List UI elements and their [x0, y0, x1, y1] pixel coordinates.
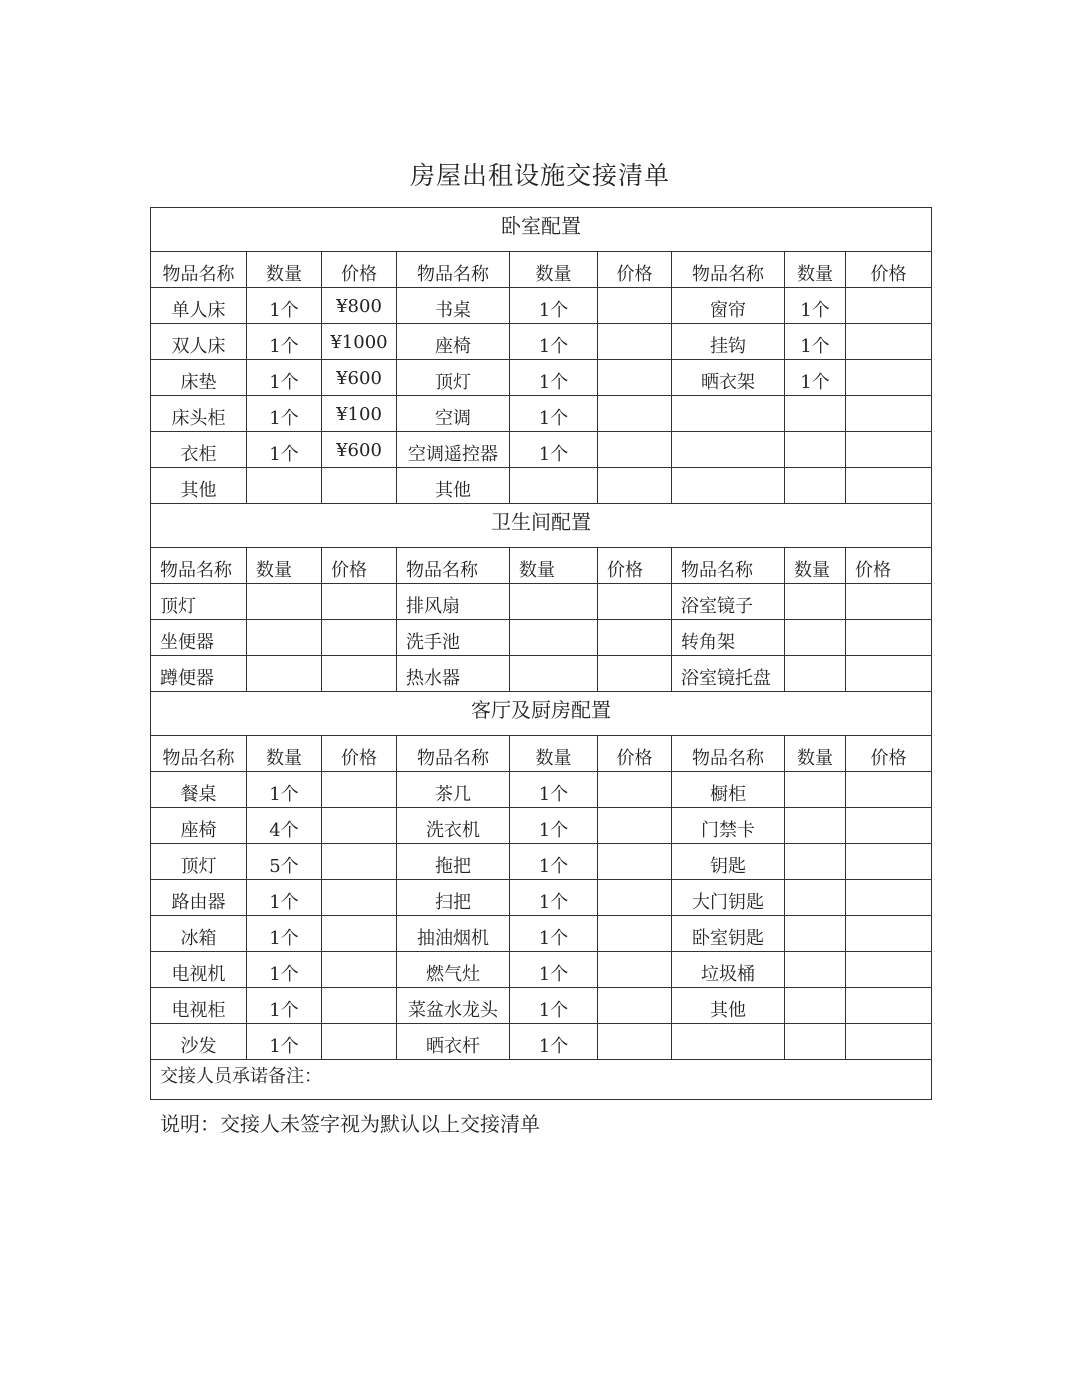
table-row — [151, 360, 932, 396]
table-cell — [846, 288, 932, 324]
table-cell — [598, 620, 672, 656]
table-cell — [598, 324, 672, 360]
table-cell: 1个 — [247, 988, 322, 1024]
column-header: 价格 — [846, 736, 932, 772]
table-cell — [846, 880, 932, 916]
table-cell: 衣柜 — [151, 432, 247, 468]
table-cell: 窗帘 — [672, 288, 785, 324]
table-cell: 1个 — [510, 360, 598, 396]
table-cell: 门禁卡 — [672, 808, 785, 844]
column-header: 价格 — [322, 736, 397, 772]
table-cell: ¥800 — [322, 288, 397, 324]
table-cell — [247, 468, 322, 504]
table-cell: 1个 — [247, 288, 322, 324]
table-cell — [846, 620, 932, 656]
table-cell — [598, 584, 672, 620]
column-header: 价格 — [322, 252, 397, 288]
table-cell: 洗衣机 — [397, 808, 510, 844]
table-cell: 1个 — [510, 396, 598, 432]
bedroom-header-row — [151, 252, 932, 288]
table-cell: 1个 — [510, 808, 598, 844]
table-cell: 1个 — [247, 432, 322, 468]
table-cell — [846, 584, 932, 620]
table-cell: 电视柜 — [151, 988, 247, 1024]
table-cell — [322, 808, 397, 844]
table-cell: 顶灯 — [397, 360, 510, 396]
table-row — [151, 916, 932, 952]
table-cell: ¥600 — [322, 360, 397, 396]
table-row — [151, 772, 932, 808]
table-cell: 路由器 — [151, 880, 247, 916]
column-header: 物品名称 — [397, 252, 510, 288]
table-cell — [785, 432, 846, 468]
table-cell — [322, 1024, 397, 1060]
column-header: 数量 — [247, 736, 322, 772]
table-cell: 空调 — [397, 396, 510, 432]
table-cell — [322, 880, 397, 916]
table-cell: 晒衣杆 — [397, 1024, 510, 1060]
table-cell: 蹲便器 — [151, 656, 247, 692]
table-cell — [598, 772, 672, 808]
column-header: 物品名称 — [672, 548, 785, 584]
table-row — [151, 988, 932, 1024]
column-header: 物品名称 — [151, 548, 247, 584]
column-header: 数量 — [510, 252, 598, 288]
table-cell — [846, 844, 932, 880]
table-row — [151, 468, 932, 504]
table-cell: 沙发 — [151, 1024, 247, 1060]
table-cell — [322, 916, 397, 952]
column-header: 物品名称 — [151, 252, 247, 288]
table-cell — [785, 468, 846, 504]
table-row — [151, 844, 932, 880]
table-cell — [598, 952, 672, 988]
table-cell: 1个 — [247, 916, 322, 952]
column-header: 物品名称 — [672, 252, 785, 288]
table-cell: 空调遥控器 — [397, 432, 510, 468]
table-cell: 顶灯 — [151, 584, 247, 620]
table-cell — [322, 468, 397, 504]
table-cell — [672, 432, 785, 468]
table-row — [151, 324, 932, 360]
table-cell: 其他 — [672, 988, 785, 1024]
table-cell: 大门钥匙 — [672, 880, 785, 916]
table-cell: 座椅 — [151, 808, 247, 844]
table-cell: 燃气灶 — [397, 952, 510, 988]
table-cell — [846, 808, 932, 844]
table-cell: 其他 — [151, 468, 247, 504]
table-cell: 洗手池 — [397, 620, 510, 656]
table-cell: 1个 — [247, 952, 322, 988]
table-cell — [322, 988, 397, 1024]
table-cell: 垃圾桶 — [672, 952, 785, 988]
table-cell: ¥1000 — [322, 324, 397, 360]
table-cell — [785, 988, 846, 1024]
table-cell — [322, 772, 397, 808]
table-cell: 餐桌 — [151, 772, 247, 808]
table-row — [151, 584, 932, 620]
table-cell: 床头柜 — [151, 396, 247, 432]
column-header: 价格 — [598, 736, 672, 772]
column-header: 物品名称 — [151, 736, 247, 772]
table-cell — [598, 432, 672, 468]
column-header: 物品名称 — [397, 548, 510, 584]
table-cell: 1个 — [510, 772, 598, 808]
table-cell — [672, 396, 785, 432]
table-cell — [598, 468, 672, 504]
table-cell: 1个 — [247, 360, 322, 396]
table-cell — [785, 916, 846, 952]
table-cell: 1个 — [785, 324, 846, 360]
table-cell — [598, 360, 672, 396]
table-row — [151, 1024, 932, 1060]
column-header: 物品名称 — [672, 736, 785, 772]
table-cell: 1个 — [510, 916, 598, 952]
table-cell — [846, 988, 932, 1024]
table-cell — [247, 620, 322, 656]
column-header: 数量 — [785, 548, 846, 584]
table-cell: 1个 — [510, 988, 598, 1024]
table-cell: 书桌 — [397, 288, 510, 324]
table-cell — [785, 952, 846, 988]
table-cell — [785, 584, 846, 620]
column-header: 价格 — [322, 548, 397, 584]
table-row — [151, 952, 932, 988]
column-header: 数量 — [785, 252, 846, 288]
living-section-heading: 客厅及厨房配置 — [151, 692, 932, 736]
table-cell — [785, 880, 846, 916]
column-header: 数量 — [510, 548, 598, 584]
handover-table — [150, 207, 932, 1100]
table-cell — [785, 808, 846, 844]
table-cell — [846, 432, 932, 468]
table-row — [151, 432, 932, 468]
table-cell: ¥600 — [322, 432, 397, 468]
column-header: 价格 — [846, 548, 932, 584]
column-header: 数量 — [510, 736, 598, 772]
table-cell: 1个 — [510, 324, 598, 360]
table-cell: 浴室镜托盘 — [672, 656, 785, 692]
table-cell — [598, 396, 672, 432]
table-row — [151, 880, 932, 916]
table-cell: 1个 — [510, 844, 598, 880]
column-header: 物品名称 — [397, 736, 510, 772]
table-cell — [846, 952, 932, 988]
table-cell: 橱柜 — [672, 772, 785, 808]
column-header: 价格 — [598, 252, 672, 288]
column-header: 价格 — [598, 548, 672, 584]
table-cell — [785, 844, 846, 880]
table-cell — [322, 656, 397, 692]
table-cell: 1个 — [247, 772, 322, 808]
table-cell — [322, 844, 397, 880]
table-cell — [598, 988, 672, 1024]
table-row — [151, 656, 932, 692]
table-cell: 茶几 — [397, 772, 510, 808]
table-cell — [247, 584, 322, 620]
table-cell: 拖把 — [397, 844, 510, 880]
table-cell: 1个 — [510, 880, 598, 916]
table-row — [151, 808, 932, 844]
remarks-row: 交接人员承诺备注： — [151, 1060, 932, 1100]
table-cell: 挂钩 — [672, 324, 785, 360]
table-cell — [322, 584, 397, 620]
table-row — [151, 396, 932, 432]
document-title: 房屋出租设施交接清单 — [409, 161, 670, 190]
table-cell: 其他 — [397, 468, 510, 504]
table-cell — [598, 1024, 672, 1060]
table-cell: 坐便器 — [151, 620, 247, 656]
table-cell — [598, 288, 672, 324]
table-cell — [846, 324, 932, 360]
table-cell — [510, 468, 598, 504]
table-cell — [247, 656, 322, 692]
table-cell: 单人床 — [151, 288, 247, 324]
table-cell — [598, 656, 672, 692]
table-cell: 排风扇 — [397, 584, 510, 620]
column-header: 价格 — [846, 252, 932, 288]
table-cell: 1个 — [510, 432, 598, 468]
table-cell — [846, 656, 932, 692]
column-header: 数量 — [247, 252, 322, 288]
footnote: 说明：交接人未签字视为默认以上交接清单 — [160, 1112, 540, 1136]
table-cell: 1个 — [785, 360, 846, 396]
table-cell: 冰箱 — [151, 916, 247, 952]
table-cell: ¥100 — [322, 396, 397, 432]
table-cell — [672, 468, 785, 504]
bathroom-section-heading: 卫生间配置 — [151, 504, 932, 548]
table-cell: 1个 — [247, 880, 322, 916]
table-cell — [598, 808, 672, 844]
table-cell — [510, 656, 598, 692]
table-cell — [785, 656, 846, 692]
table-cell: 菜盆水龙头 — [397, 988, 510, 1024]
table-cell — [785, 396, 846, 432]
table-cell — [785, 1024, 846, 1060]
table-cell — [846, 468, 932, 504]
table-cell — [846, 396, 932, 432]
table-cell — [322, 952, 397, 988]
table-cell: 1个 — [510, 1024, 598, 1060]
table-cell — [846, 360, 932, 396]
table-cell: 晒衣架 — [672, 360, 785, 396]
table-cell: 钥匙 — [672, 844, 785, 880]
table-cell — [846, 772, 932, 808]
table-cell: 1个 — [785, 288, 846, 324]
table-cell: 热水器 — [397, 656, 510, 692]
table-cell — [846, 1024, 932, 1060]
table-cell: 4个 — [247, 808, 322, 844]
table-row — [151, 288, 932, 324]
table-cell: 顶灯 — [151, 844, 247, 880]
table-cell: 卧室钥匙 — [672, 916, 785, 952]
table-cell — [598, 916, 672, 952]
table-cell — [598, 844, 672, 880]
table-cell: 1个 — [510, 288, 598, 324]
table-cell: 浴室镜子 — [672, 584, 785, 620]
column-header: 数量 — [785, 736, 846, 772]
table-cell — [322, 620, 397, 656]
table-cell — [785, 620, 846, 656]
table-cell — [785, 772, 846, 808]
table-cell: 1个 — [247, 396, 322, 432]
table-cell — [672, 1024, 785, 1060]
table-cell: 转角架 — [672, 620, 785, 656]
table-cell: 1个 — [510, 952, 598, 988]
table-cell: 双人床 — [151, 324, 247, 360]
column-header: 数量 — [247, 548, 322, 584]
table-cell: 床垫 — [151, 360, 247, 396]
table-cell — [510, 584, 598, 620]
living-header-row — [151, 736, 932, 772]
bedroom-section-heading: 卧室配置 — [151, 208, 932, 252]
table-cell: 5个 — [247, 844, 322, 880]
table-cell — [846, 916, 932, 952]
table-cell: 1个 — [247, 324, 322, 360]
table-cell: 座椅 — [397, 324, 510, 360]
table-cell — [510, 620, 598, 656]
table-row — [151, 620, 932, 656]
table-cell: 扫把 — [397, 880, 510, 916]
table-cell: 1个 — [247, 1024, 322, 1060]
table-cell — [598, 880, 672, 916]
table-cell: 电视机 — [151, 952, 247, 988]
table-cell: 抽油烟机 — [397, 916, 510, 952]
bathroom-header-row — [151, 548, 932, 584]
